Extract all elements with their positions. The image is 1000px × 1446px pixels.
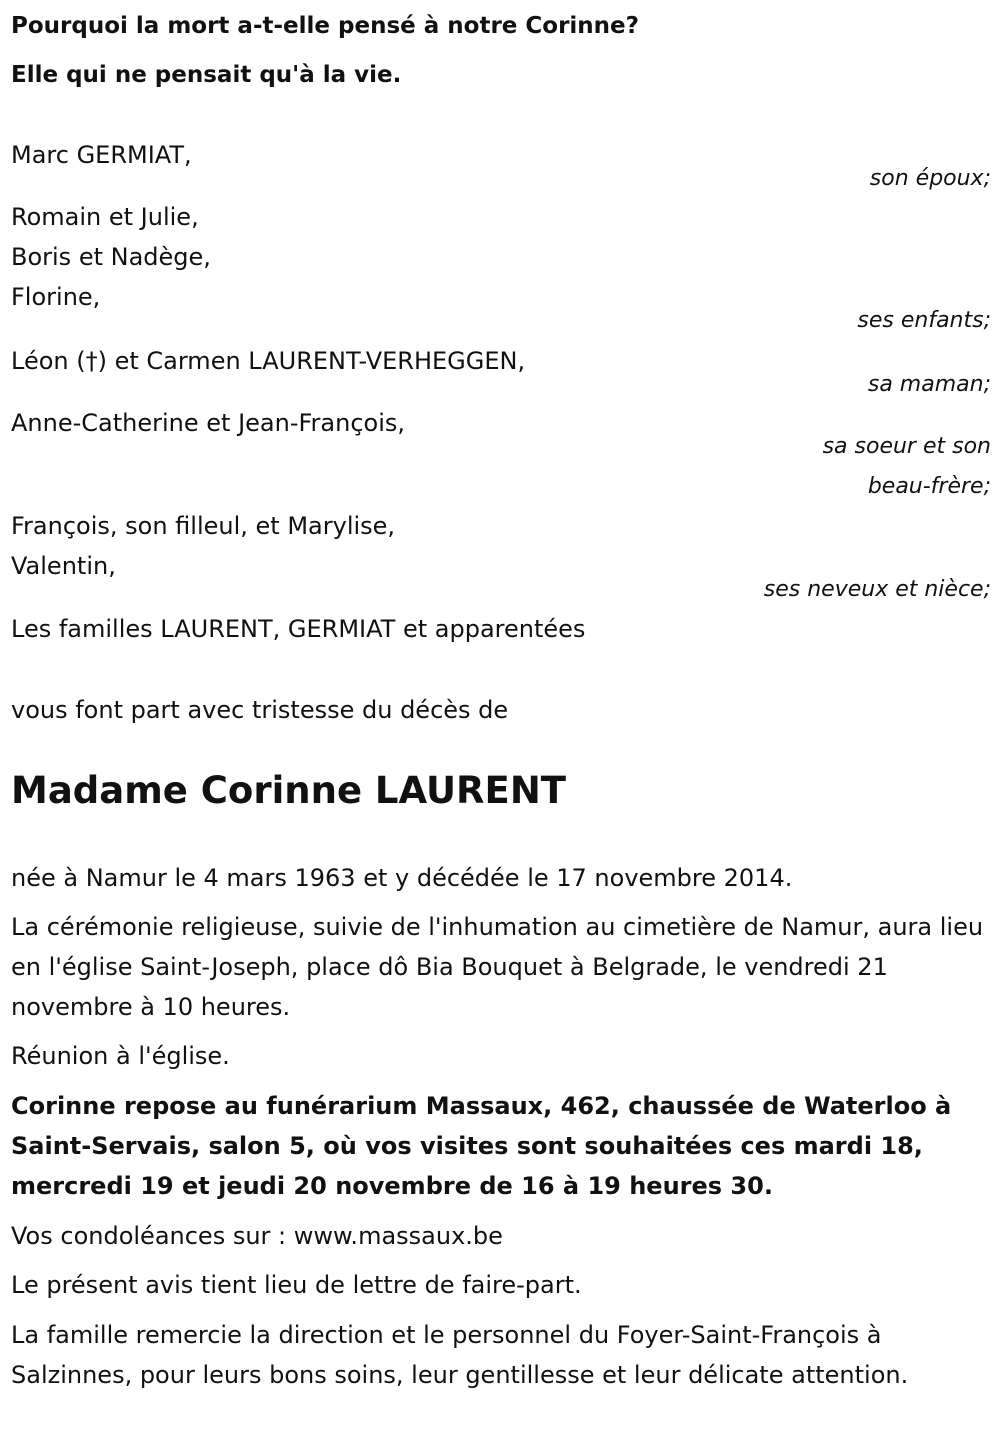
sister-role-line1: sa soeur et son <box>822 434 991 459</box>
sister-name: Anne-Catherine et Jean-François, <box>11 409 406 437</box>
spouse-name: Marc GERMIAT, <box>11 141 192 169</box>
spouse-role: son époux; <box>869 166 991 191</box>
child-name: Romain et Julie, <box>11 203 199 231</box>
nephew-name: François, son filleul, et Marylise, <box>11 512 396 540</box>
deceased-name: Madame Corinne LAURENT <box>11 769 567 812</box>
intro-answer: Elle qui ne pensait qu'à la vie. <box>11 62 402 88</box>
condolences-line: Vos condoléances sur : www.massaux.be <box>11 1222 503 1250</box>
parents-name: Léon (†) et Carmen LAURENT-VERHEGGEN, <box>11 347 526 375</box>
children-role: ses enfants; <box>857 308 991 333</box>
meeting-line: Réunion à l'église. <box>11 1042 230 1070</box>
announcement-line: vous font part avec tristesse du décès de <box>11 696 509 724</box>
nephews-role: ses neveux et nièce; <box>763 577 991 602</box>
nephew-name: Valentin, <box>11 552 116 580</box>
thanks-paragraph: La famille remercie la direction et le personnel du Foyer-Saint-François à Salzinnes, pour leurs bons soins, leur gentillesse et leur délicate attention. <box>11 1321 909 1389</box>
sister-role-line2: beau-frère; <box>867 474 991 499</box>
child-name: Boris et Nadège, <box>11 243 211 271</box>
birth-death-line: née à Namur le 4 mars 1963 et y décédée le 17 novembre 2014. <box>11 864 793 892</box>
families-line: Les familles LAURENT, GERMIAT et apparentées <box>11 615 586 643</box>
funerarium-paragraph: Corinne repose au funérarium Massaux, 462, chaussée de Waterloo à Saint-Servais, salon 5, où vos visites sont souhaitées ces mardi 18, mercredi 19 et jeudi 20 novembre de 16 à 19 heures 30. <box>11 1092 952 1200</box>
intro-question: Pourquoi la mort a-t-elle pensé à notre Corinne? <box>11 13 639 39</box>
notice-line: Le présent avis tient lieu de lettre de faire-part. <box>11 1271 582 1299</box>
mother-role: sa maman; <box>867 372 991 397</box>
child-name: Florine, <box>11 283 101 311</box>
ceremony-paragraph: La cérémonie religieuse, suivie de l'inhumation au cimetière de Namur, aura lieu en l'église Saint-Joseph, place dô Bia Bouquet à Belgrade, le vendredi 21 novembre à 10 heures. <box>11 913 984 1021</box>
